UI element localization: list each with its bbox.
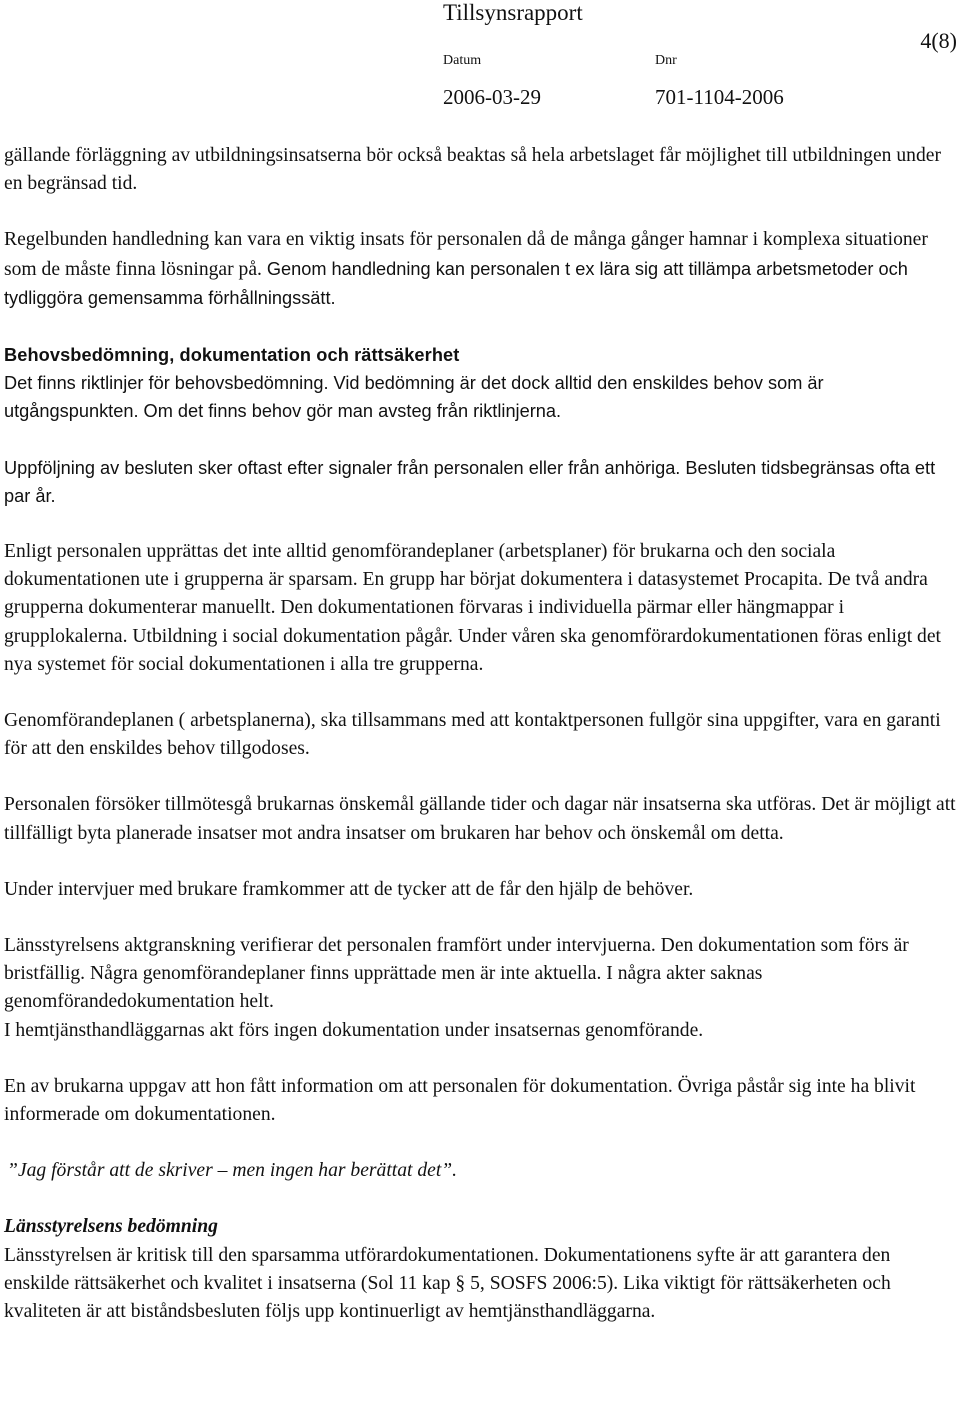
paragraph-user-wishes: Personalen försöker tillmötesgå brukarnas önskemål gällande tider och dagar när insatserna ska utföras. Det är möjligt att tillfälligt byta planerade insatser mot andra insatser om brukaren har behov och önskemål om detta. [4,794,956,844]
paragraph-case-files: I hemtjänsthandläggarnas akt förs ingen dokumentation under insatsernas genomförande. [4,1019,704,1041]
paragraph-implementation-plans: Enligt personalen upprättas det inte alltid genomförandeplaner (arbetsplaner) för brukarna och den sociala dokumentationen ute i grupperna är sparsam. En grupp har börjat dokumentera i datasystemet Procapita. De två andra grupperna dokumenterar manuellt. Den dokumentationen förvaras i individuella pärmar eller hängmappar i grupplokalerna. Utbildning i social dokumentation pågår. Under våren ska genomförardokumentationen föras enligt det nya systemet för social dokumentationen i alla tre grupperna. [4,541,941,675]
paragraph-supervision-methods: Genom handledning kan personalen t ex lära sig att tillämpa arbetsmetoder och tydliggöra gemensamma förhållningssätt. [4,258,908,308]
paragraph-information: En av brukarna uppgav att hon fått information om att personalen för dokumentation. Övriga påstår sig inte ha blivit informerade om dokumentationen. [4,1075,916,1126]
dnr-label: Dnr [655,53,677,68]
paragraph-assessment: Länsstyrelsen är kritisk till den sparsamma utförardokumentationen. Dokumentationens syfte är att garantera den enskilde rättsäkerhet och kvalitet i insatserna (Sol 11 kap § 5, SOSFS 2006:5). Lika viktigt för rättsäkerheten och kvaliteten är att biståndsbesluten följs upp kontinuerligt av hemtjänsthandläggarna. [4,1244,891,1323]
section-heading: Behovsbedömning, dokumentation och rättsäkerhet [4,345,460,366]
dnr-value: 701-1104-2006 [655,85,784,109]
document-title: Tillsynsrapport [443,0,583,25]
paragraph-training-placement: gällande förläggning av utbildningsinsatserna bör också beaktas så hela arbetslaget får möjlighet till utbildningen under en begränsad tid. [4,145,941,195]
paragraph-interviews: Under intervjuer med brukare framkommer att de tycker att de får den hjälp de behöver. [4,878,694,900]
paragraph-guidelines: Det finns riktlinjer för behovsbedömning. Vid bedömning är det dock alltid den enskildes behov som är utgångspunkten. Om det finns behov gör man avsteg från riktlinjerna. [4,373,824,422]
paragraph-file-review: Länsstyrelsens aktgranskning verifierar det personalen framfört under intervjuerna. Den dokumentation som förs är bristfällig. Några genomförandeplaner finns upprättade men är inte aktuella. I några akter saknas genomförandedokumentation helt. [4,935,909,1013]
paragraph-supervision [4,226,957,313]
date-label: Datum [443,53,482,68]
document-body [4,142,957,1326]
page-number: 4(8) [920,28,957,53]
quote: ”Jag förstår att de skriver – men ingen har berättat det”. [7,1160,458,1182]
paragraph-supervision-text: Regelbunden handledning kan vara en viktig insats för personalen då de många gånger hamnar i komplexa situationer som de måste finna lösningar på. [4,229,928,280]
assessment-heading: Länsstyrelsens bedömning [4,1216,218,1238]
paragraph-plan-guarantee: Genomförandeplanen ( arbetsplanerna), ska tillsammans med att kontaktpersonen fullgör sina uppgifter, vara en garanti för att den enskildes behov tillgodoses. [4,710,941,760]
date-value: 2006-03-29 [443,85,541,109]
section-needs-assessment [4,341,957,510]
paragraph-follow-up: Uppföljning av besluten sker oftast efter signaler från personalen eller från anhöriga. Besluten tidsbegränsas ofta ett par år. [4,457,936,506]
